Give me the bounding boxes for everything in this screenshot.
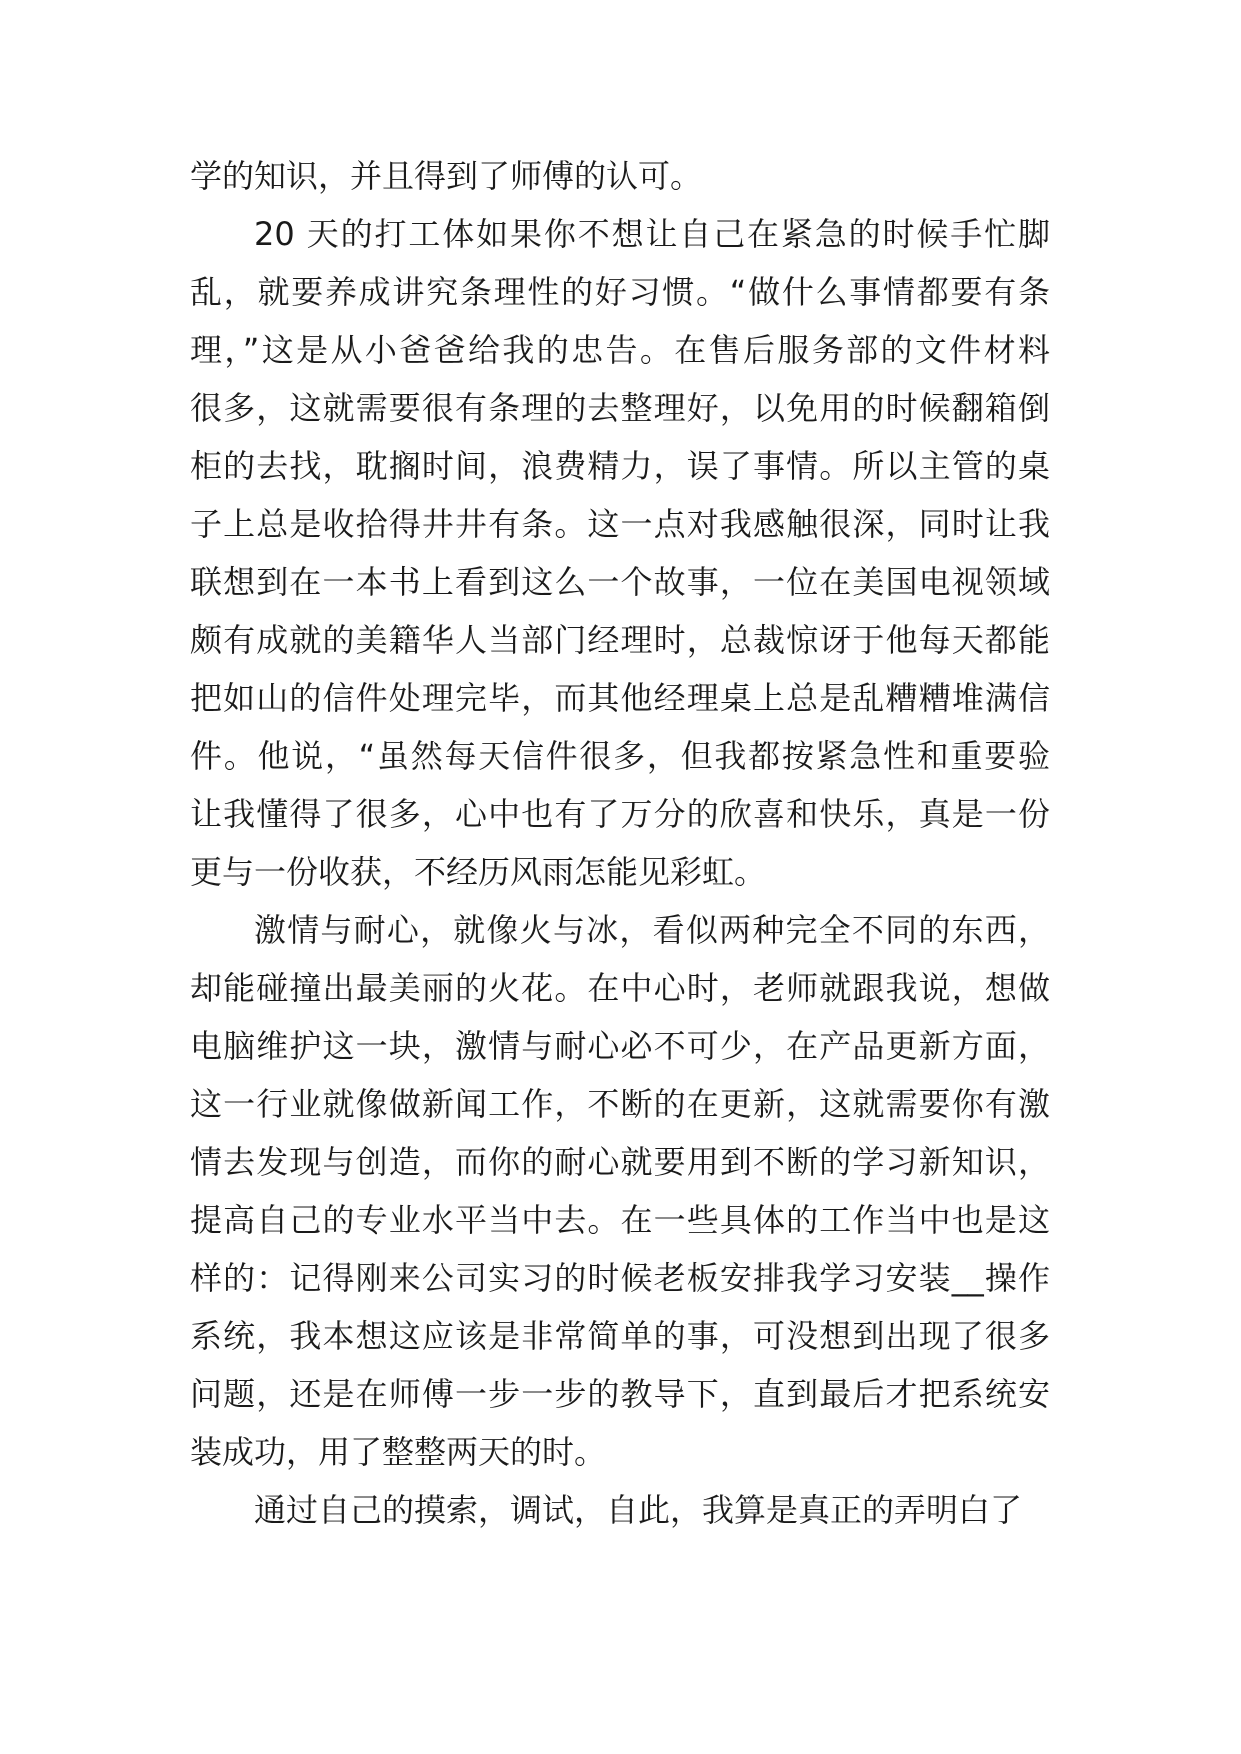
text-line: 柜的去找，耽搁时间，浪费精力，误了事情。所以主管的桌 (190, 447, 1050, 485)
text-line: 通过自己的摸索，调试，自此，我算是真正的弄明白了 (254, 1491, 1023, 1529)
text-line: 很多，这就需要很有条理的去整理好，以免用的时候翻箱倒 (190, 389, 1050, 427)
text-line: 样的：记得刚来公司实习的时候老板安排我学习安装__操作 (190, 1259, 1050, 1297)
text-line: 子上总是收拾得井井有条。这一点对我感触很深，同时让我 (190, 505, 1050, 543)
text-line: 颇有成就的美籍华人当部门经理时，总裁惊讶于他每天都能 (190, 621, 1050, 659)
text-line: 让我懂得了很多，心中也有了万分的欣喜和快乐，真是一份 (190, 795, 1050, 833)
text-line: 问题，还是在师傅一步一步的教导下，直到最后才把系统安 (190, 1375, 1050, 1413)
text-line: 理，”这是从小爸爸给我的忠告。在售后服务部的文件材料 (190, 331, 1050, 369)
text-line: 件。他说，“虽然每天信件很多，但我都按紧急性和重要验 (190, 737, 1050, 775)
text-line: 激情与耐心，就像火与冰，看似两种完全不同的东西， (254, 911, 1050, 949)
text-line: 乱，就要养成讲究条理性的好习惯。“做什么事情都要有条 (190, 273, 1050, 311)
text-line: 提高自己的专业水平当中去。在一些具体的工作当中也是这 (190, 1201, 1050, 1239)
text-line: 20 天的打工体如果你不想让自己在紧急的时候手忙脚 (254, 215, 1050, 253)
text-line: 学的知识，并且得到了师傅的认可。 (190, 157, 703, 195)
text-line: 情去发现与创造，而你的耐心就要用到不断的学习新知识， (190, 1143, 1050, 1181)
text-line: 这一行业就像做新闻工作，不断的在更新，这就需要你有激 (190, 1085, 1050, 1123)
text-line: 电脑维护这一块，激情与耐心必不可少，在产品更新方面， (190, 1027, 1050, 1065)
text-line: 装成功，用了整整两天的时。 (190, 1433, 607, 1471)
text-line: 却能碰撞出最美丽的火花。在中心时，老师就跟我说，想做 (190, 969, 1050, 1007)
text-line: 系统，我本想这应该是非常简单的事，可没想到出现了很多 (190, 1317, 1050, 1355)
text-line: 把如山的信件处理完毕，而其他经理桌上总是乱糟糟堆满信 (190, 679, 1050, 717)
text-line: 更与一份收获，不经历风雨怎能见彩虹。 (190, 853, 767, 891)
text-line: 联想到在一本书上看到这么一个故事，一位在美国电视领域 (190, 563, 1050, 601)
